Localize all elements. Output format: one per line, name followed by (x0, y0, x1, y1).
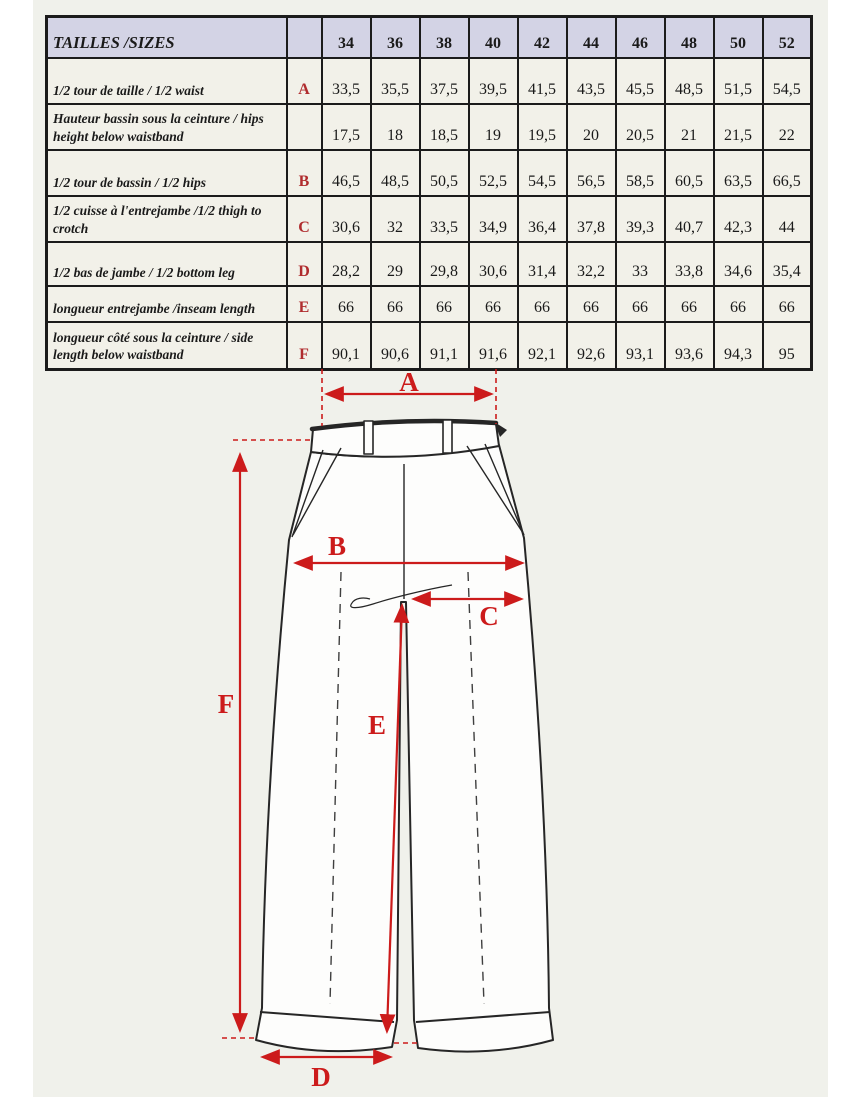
label-E: E (367, 710, 387, 740)
size-header-cell: 44 (567, 17, 616, 59)
measurement-label: longueur côté sous la ceinture / side length below waistband (47, 322, 287, 369)
size-value-cell: 66 (469, 286, 518, 322)
size-header-cell: 46 (616, 17, 665, 59)
size-value-cell: 95 (763, 322, 812, 369)
size-value-cell: 34,6 (714, 242, 763, 286)
size-value-cell: 66 (567, 286, 616, 322)
size-value-cell: 56,5 (567, 150, 616, 196)
table-title: TAILLES /SIZES (47, 17, 287, 59)
trousers-measurement-diagram (33, 360, 828, 1097)
size-value-cell: 50,5 (420, 150, 469, 196)
letter-column-header (287, 17, 322, 59)
size-value-cell: 20,5 (616, 104, 665, 150)
measurement-label: 1/2 cuisse à l'entrejambe /1/2 thigh to crotch (47, 196, 287, 242)
measurement-row (47, 58, 812, 104)
size-value-cell: 91,6 (469, 322, 518, 369)
measurement-label: 1/2 tour de taille / 1/2 waist (47, 58, 287, 104)
size-value-cell: 66 (714, 286, 763, 322)
size-value-cell: 46,5 (322, 150, 371, 196)
measurement-row (47, 150, 812, 196)
size-header-cell: 52 (763, 17, 812, 59)
size-value-cell: 18 (371, 104, 420, 150)
measurement-letter: A (287, 58, 322, 104)
size-value-cell: 45,5 (616, 58, 665, 104)
size-header-cell: 38 (420, 17, 469, 59)
size-value-cell: 54,5 (518, 150, 567, 196)
label-D: D (311, 1062, 331, 1092)
size-value-cell: 42,3 (714, 196, 763, 242)
size-value-cell: 43,5 (567, 58, 616, 104)
size-value-cell: 29 (371, 242, 420, 286)
size-value-cell: 48,5 (371, 150, 420, 196)
size-value-cell: 34,9 (469, 196, 518, 242)
belt-loop-right (443, 420, 452, 453)
measurement-label: longueur entrejambe /inseam length (47, 286, 287, 322)
size-header-cell: 42 (518, 17, 567, 59)
size-value-cell: 30,6 (469, 242, 518, 286)
size-table-body (47, 58, 812, 369)
size-value-cell: 30,6 (322, 196, 371, 242)
size-value-cell: 66 (616, 286, 665, 322)
size-value-cell: 93,6 (665, 322, 714, 369)
measurement-letter: C (287, 196, 322, 242)
size-header-cell: 40 (469, 17, 518, 59)
measurement-label: 1/2 tour de bassin / 1/2 hips (47, 150, 287, 196)
size-header-cell: 36 (371, 17, 420, 59)
size-value-cell: 21,5 (714, 104, 763, 150)
label-F: F (217, 689, 235, 719)
size-header-cell: 34 (322, 17, 371, 59)
size-value-cell: 39,5 (469, 58, 518, 104)
size-value-cell: 44 (763, 196, 812, 242)
size-value-cell: 40,7 (665, 196, 714, 242)
measurement-row (47, 104, 812, 150)
size-value-cell: 66 (371, 286, 420, 322)
size-value-cell: 63,5 (714, 150, 763, 196)
belt-loop-left (364, 421, 373, 454)
size-value-cell: 35,5 (371, 58, 420, 104)
size-value-cell: 21 (665, 104, 714, 150)
size-value-cell: 33,5 (420, 196, 469, 242)
size-header-row (47, 17, 812, 59)
size-value-cell: 52,5 (469, 150, 518, 196)
measurement-row (47, 196, 812, 242)
measurement-label: 1/2 bas de jambe / 1/2 bottom leg (47, 242, 287, 286)
measurement-letter: B (287, 150, 322, 196)
size-value-cell: 92,1 (518, 322, 567, 369)
size-value-cell: 35,4 (763, 242, 812, 286)
size-value-cell: 18,5 (420, 104, 469, 150)
measurement-row (47, 286, 812, 322)
size-value-cell: 92,6 (567, 322, 616, 369)
size-value-cell: 33,8 (665, 242, 714, 286)
size-value-cell: 66,5 (763, 150, 812, 196)
label-A: A (399, 367, 419, 397)
size-chart-table (45, 15, 813, 371)
size-value-cell: 33,5 (322, 58, 371, 104)
size-value-cell: 60,5 (665, 150, 714, 196)
measurement-letter (287, 104, 322, 150)
page-background (33, 0, 828, 1097)
size-value-cell: 33 (616, 242, 665, 286)
size-value-cell: 20 (567, 104, 616, 150)
size-value-cell: 66 (420, 286, 469, 322)
size-value-cell: 41,5 (518, 58, 567, 104)
measurement-row (47, 242, 812, 286)
size-value-cell: 51,5 (714, 58, 763, 104)
size-value-cell: 29,8 (420, 242, 469, 286)
size-value-cell: 36,4 (518, 196, 567, 242)
size-value-cell: 17,5 (322, 104, 371, 150)
size-value-cell: 66 (518, 286, 567, 322)
size-value-cell: 66 (763, 286, 812, 322)
measurement-letter: E (287, 286, 322, 322)
label-B: B (327, 531, 347, 561)
size-value-cell: 58,5 (616, 150, 665, 196)
size-value-cell: 94,3 (714, 322, 763, 369)
size-value-cell: 90,1 (322, 322, 371, 369)
measurement-letter: D (287, 242, 322, 286)
size-value-cell: 19 (469, 104, 518, 150)
size-value-cell: 32,2 (567, 242, 616, 286)
size-value-cell: 90,6 (371, 322, 420, 369)
size-value-cell: 22 (763, 104, 812, 150)
measurement-label: Hauteur bassin sous la ceinture / hips height below waistband (47, 104, 287, 150)
label-C: C (479, 601, 499, 631)
size-value-cell: 66 (665, 286, 714, 322)
size-value-cell: 31,4 (518, 242, 567, 286)
size-value-cell: 93,1 (616, 322, 665, 369)
size-value-cell: 37,8 (567, 196, 616, 242)
size-header-cell: 48 (665, 17, 714, 59)
size-value-cell: 91,1 (420, 322, 469, 369)
size-value-cell: 48,5 (665, 58, 714, 104)
size-value-cell: 19,5 (518, 104, 567, 150)
trousers-outline (256, 420, 553, 1052)
size-value-cell: 66 (322, 286, 371, 322)
measurement-letter: F (287, 322, 322, 369)
size-header-cell: 50 (714, 17, 763, 59)
size-value-cell: 28,2 (322, 242, 371, 286)
size-value-cell: 39,3 (616, 196, 665, 242)
size-value-cell: 37,5 (420, 58, 469, 104)
size-value-cell: 32 (371, 196, 420, 242)
size-value-cell: 54,5 (763, 58, 812, 104)
